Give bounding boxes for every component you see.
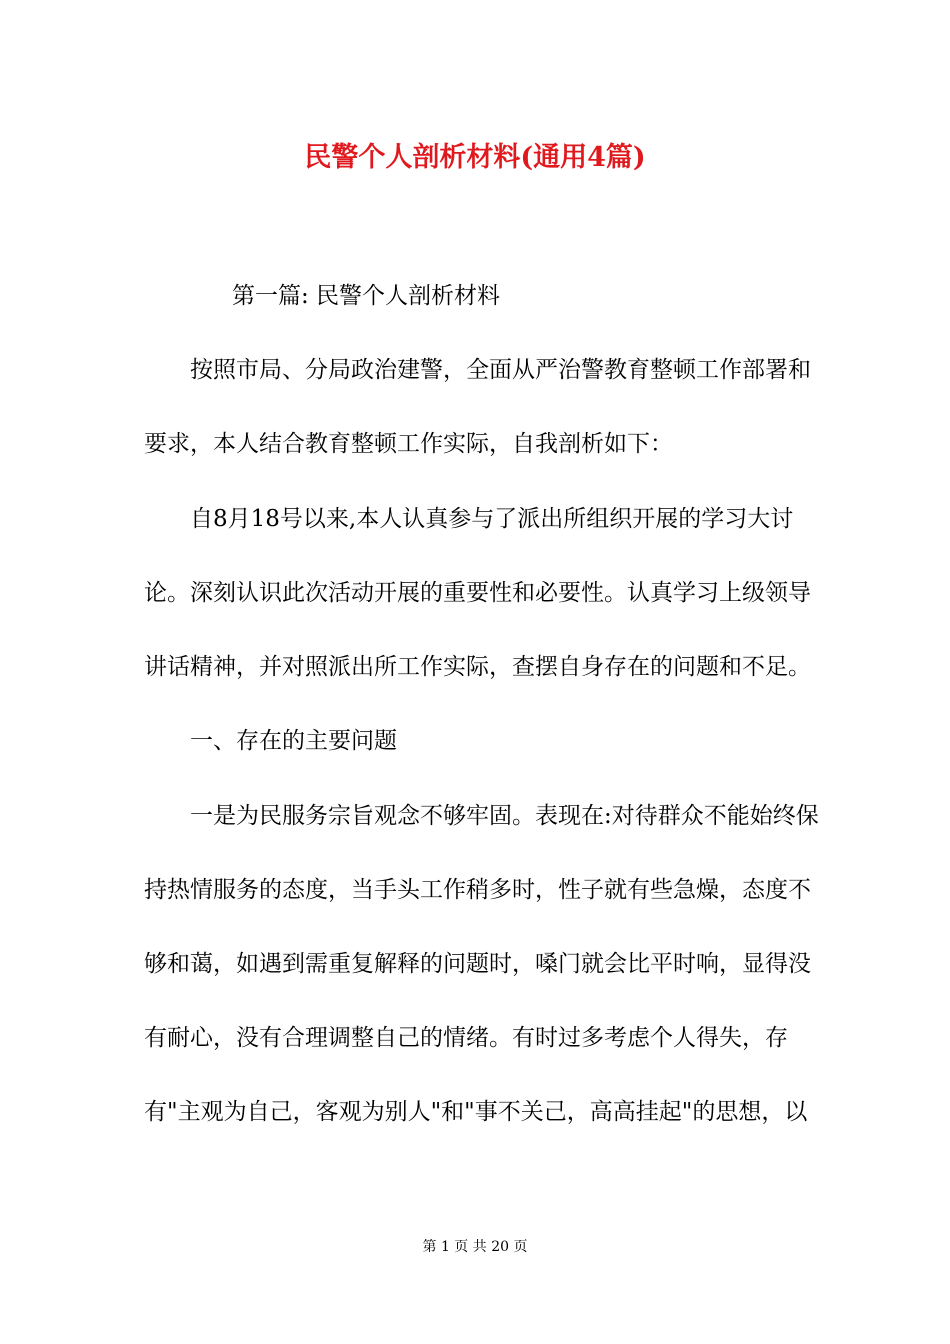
body-line: 论。深刻认识此次活动开展的重要性和必要性。认真学习上级领导 — [144, 580, 811, 606]
section-heading: 一、存在的主要问题 — [190, 728, 397, 754]
body-line: 一是为民服务宗旨观念不够牢固。表现在:对待群众不能始终保 — [190, 803, 819, 829]
body-line: 有耐心，没有合理调整自己的情绪。有时过多考虑个人得失，存 — [144, 1025, 788, 1051]
body-line: 够和蔼，如遇到需重复解释的问题时，嗓门就会比平时响，显得没 — [144, 951, 811, 977]
body-line: 有"主观为自己，客观为别人"和"事不关己，高高挂起"的思想，以 — [144, 1099, 808, 1125]
body-line: 自8月18号以来,本人认真参与了派出所组织开展的学习大讨 — [190, 506, 794, 532]
section-subtitle: 第一篇: 民警个人剖析材料 — [232, 283, 501, 309]
page-number: 第 1 页 共 20 页 — [422, 1239, 528, 1255]
body-line: 要求，本人结合教育整顿工作实际，自我剖析如下： — [144, 431, 673, 457]
body-line: 按照市局、分局政治建警，全面从严治警教育整顿工作部署和 — [190, 357, 811, 383]
document-title: 民警个人剖析材料(通用4篇) — [304, 142, 646, 173]
body-line: 持热情服务的态度，当手头工作稍多时，性子就有些急燥，态度不 — [144, 877, 811, 903]
body-line: 讲话精神，并对照派出所工作实际，查摆自身存在的问题和不足。 — [144, 654, 811, 680]
